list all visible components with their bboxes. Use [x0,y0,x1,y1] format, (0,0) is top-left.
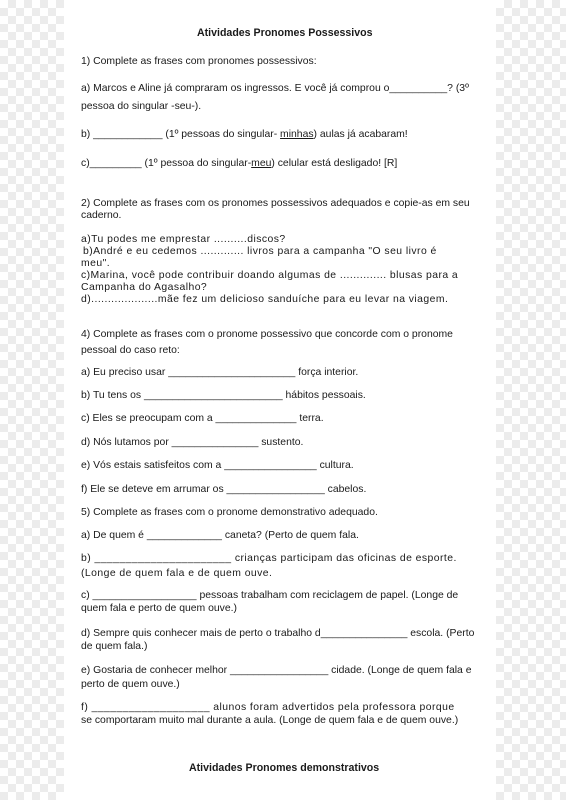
q1-item-b-hint: minhas [280,129,314,140]
q2-item-a: a)Tu podes me emprestar ..........discos? [81,234,286,245]
q4-item-f: f) Ele se deteve em arrumar os _________________ cabelos. [81,484,367,495]
q1-item-b [81,129,408,142]
q5-item-d-line2: de quem fala.) [81,641,148,652]
q2-heading-line2: caderno. [81,210,122,221]
q5-item-a: a) De quem é _____________ caneta? (Perto de quem fala. [81,530,359,541]
q1-item-c-post: ) celular está desligado! [R] [271,158,398,169]
q1-heading: 1) Complete as frases com pronomes possessivos: [81,56,317,67]
q2-item-c-line2: Campanha do Agasalho? [81,282,208,293]
q5-item-b-line2: (Longe de quem fala e de quem ouve. [81,568,273,579]
q1-item-a-line1: a) Marcos e Aline já compraram os ingressos. E você já comprou o__________? (3º [81,83,469,94]
q4-item-b: b) Tu tens os ________________________ hábitos pessoais. [81,390,366,401]
q5-item-c-line2: quem fala e perto de quem ouve.) [81,603,237,614]
q1-item-b-pre: b) ____________ (1º pessoas do singular- [81,129,281,140]
q5-heading: 5) Complete as frases com o pronome demonstrativo adequado. [81,507,378,518]
q2-item-c-line1: c)Marina, você pode contribuir doando algumas de .............. blusas para a [81,270,459,281]
q5-item-d-line1: d) Sempre quis conhecer mais de perto o trabalho d_______________ escola. (Perto [81,628,475,639]
q2-heading-line1: 2) Complete as frases com os pronomes possessivos adequados e copie-as em seu [81,198,470,209]
q2-item-b-line1: b)André e eu cedemos ............. livros para a campanha "O seu livro é [83,246,437,257]
q1-item-b-post: ) aulas já acabaram! [313,129,408,140]
q4-item-d: d) Nós lutamos por _______________ sustento. [81,437,304,448]
q1-item-a-line2: pessoa do singular -seu-). [81,101,202,112]
q5-item-f-line1: f) ___________________ alunos foram advertidos pela professora porque [81,702,455,713]
q2-item-d: d)....................mãe fez um delicioso sanduíche para eu levar na viagem. [81,294,449,305]
q4-item-a: a) Eu preciso usar ______________________ força interior. [81,367,359,378]
q5-item-f-line2: se comportaram muito mal durante a aula. (Longe de quem fala e de quem ouve.) [81,715,459,726]
q5-item-c-line1: c) __________________ pessoas trabalham com reciclagem de papel. (Longe de [81,590,459,601]
q1-item-c-pre: c)_________ (1º pessoa do singular- [81,158,252,169]
q4-item-c: c) Eles se preocupam com a ______________ terra. [81,413,324,424]
q4-heading-line1: 4) Complete as frases com o pronome possessivo que concorde com o pronome [81,329,453,340]
page-title: Atividades Pronomes Possessivos [197,27,373,39]
q1-item-c [81,158,397,171]
q5-item-e-line1: e) Gostaria de conhecer melhor _________________ cidade. (Longe de quem fala e [81,665,472,676]
exercise-2-box [64,196,488,330]
footer-title: Atividades Pronomes demonstrativos [189,762,380,774]
q5-item-b-line1: b) ______________________ crianças participam das oficinas de esporte. [81,553,457,564]
q2-item-b-line2: meu". [81,258,111,269]
q4-item-e: e) Vós estais satisfeitos com a ________________ cultura. [81,460,354,471]
q1-item-c-hint: meu [251,158,272,169]
q4-heading-line2: pessoal do caso reto: [81,345,180,356]
q5-item-e-line2: perto de quem ouve.) [81,679,180,690]
